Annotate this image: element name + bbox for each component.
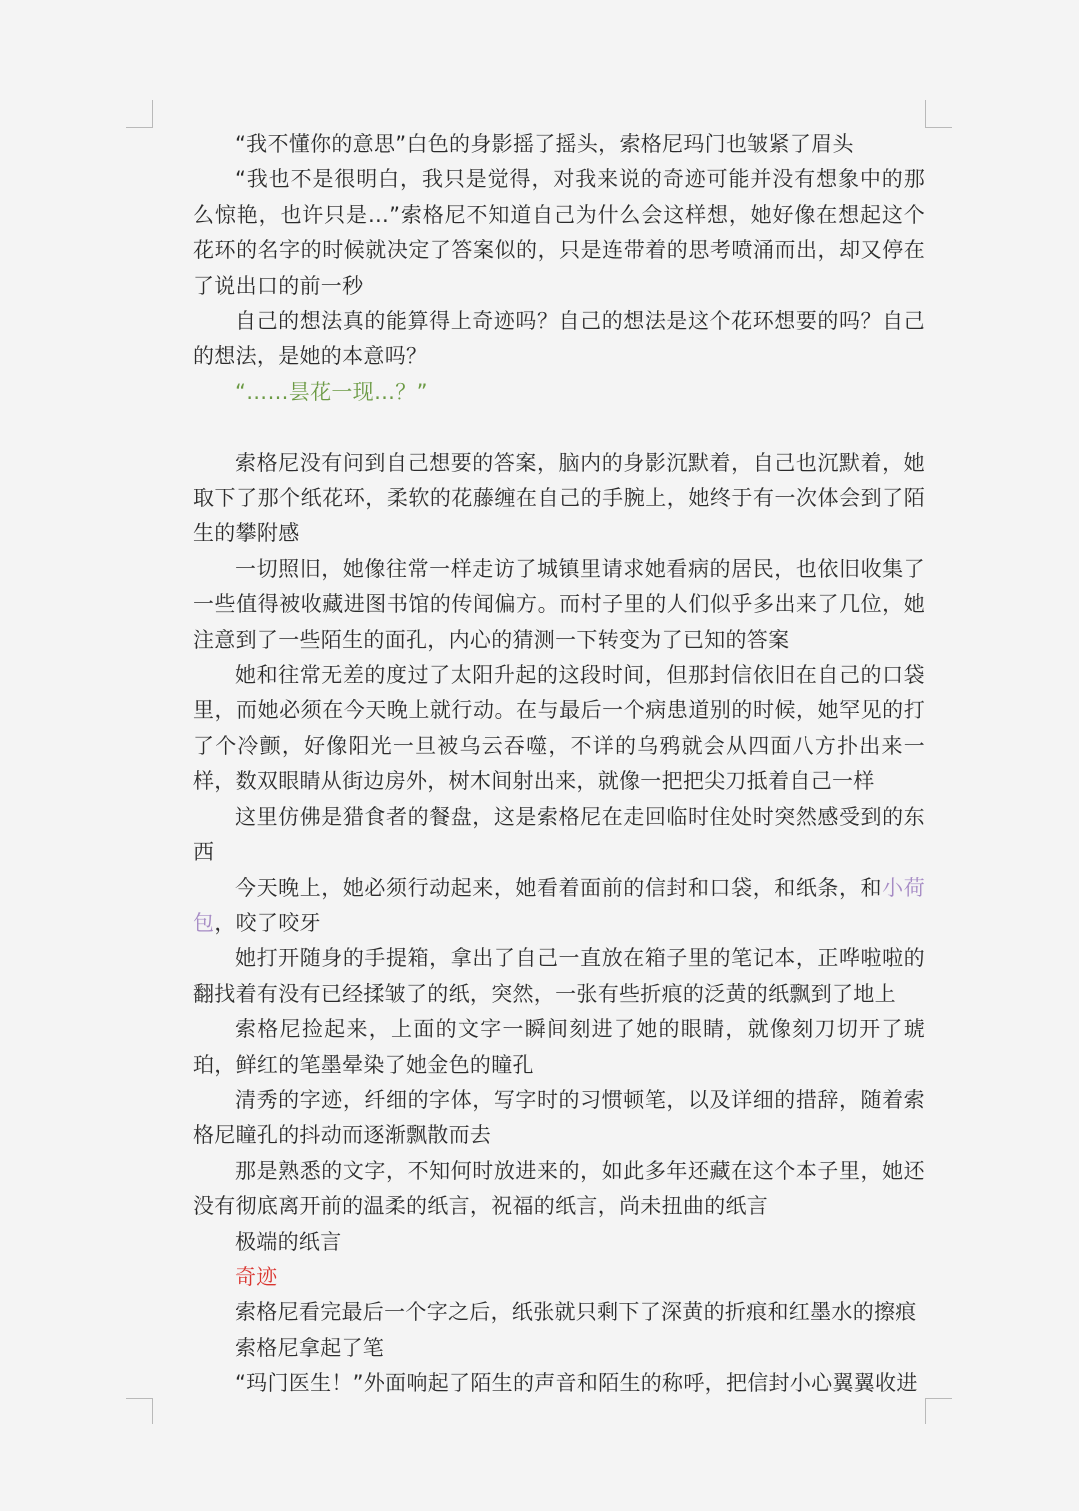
paragraph: 那是熟悉的文字，不知何时放进来的，如此多年还藏在这个本子里，她还没有彻底离开前的温柔的纸言，祝福的纸言，尚未扭曲的纸言 [193, 1158, 925, 1219]
paragraph: 清秀的字迹，纤细的字体，写字时的习惯顿笔，以及详细的措辞，随着索格尼瞳孔的抖动而逐渐飘散而去 [193, 1087, 925, 1148]
paragraph: 索格尼没有问到自己想要的答案，脑内的身影沉默着，自己也沉默着，她取下了那个纸花环，柔软的花藤缠在自己的手腕上，她终于有一次体会到了陌生的攀附感 [193, 450, 925, 546]
highlighted-word: 奇迹 [235, 1264, 278, 1289]
paragraph: 她和往常无差的度过了太阳升起的这段时间，但那封信依旧在自己的口袋里，而她必须在今天晚上就行动。在与最后一个病患道别的时候，她罕见的打了个冷颤，好像阳光一旦被乌云吞噬，不详的乌鸦就会从四面八方扑出来一样，数双眼睛从街边房外，树木间射出来，就像一把把尖刀抵着自己一样 [193, 663, 925, 794]
crop-mark-bottom-left [126, 1398, 153, 1424]
paragraph: 极端的纸言 [235, 1229, 342, 1254]
paragraph: 索格尼看完最后一个字之后，纸张就只剩下了深黄的折痕和红墨水的擦痕 [235, 1300, 917, 1325]
paragraph: 自己的想法真的能算得上奇迹吗？自己的想法是这个花环想要的吗？自己的想法，是她的本意吗？ [193, 309, 925, 369]
highlighted-term: 小荷包 [193, 875, 925, 935]
crop-mark-top-right [925, 100, 952, 128]
paragraph: 她打开随身的手提箱，拿出了自己一直放在箱子里的笔记本，正哗啦啦的翻找着有没有已经揉皱了的纸，突然，一张有些折痕的泛黄的纸飘到了地上 [193, 946, 925, 1006]
paragraph: “玛门医生！”外面响起了陌生的声音和陌生的称呼，把信封小心翼翼收进 [235, 1371, 918, 1396]
paragraph: 一切照旧，她像往常一样走访了城镇里请求她看病的居民，也依旧收集了一些值得被收藏进图书馆的传闻偏方。而村子里的人们似乎多出来了几位，她注意到了一些陌生的面孔，内心的猜测一下转变为了已知的答案 [193, 556, 925, 652]
crop-mark-bottom-right [925, 1398, 952, 1424]
paragraph-text: ，咬了咬牙 [214, 910, 321, 935]
paragraph-text: 今天晚上，她必须行动起来，她看着面前的信封和口袋，和纸条，和 [235, 875, 883, 900]
crop-mark-top-left [126, 100, 153, 128]
document-body [193, 127, 925, 1402]
paragraph [193, 871, 925, 942]
paragraph: 这里仿佛是猎食者的餐盘，这是索格尼在走回临时住处时突然感受到的东西 [193, 804, 925, 865]
paragraph: 索格尼捡起来，上面的文字一瞬间刻进了她的眼睛，就像刻刀切开了琥珀，鲜红的笔墨晕染了她金色的瞳孔 [193, 1017, 925, 1077]
paragraph: “我不懂你的意思”白色的身影摇了摇头，索格尼玛门也皱紧了眉头 [235, 132, 854, 156]
paragraph: “我也不是很明白，我只是觉得，对我来说的奇迹可能并没有想象中的那么惊艳，也许只是…”索格尼不知道自己为什么会这样想，她好像在想起这个花环的名字的时候就决定了答案似的，只是连带着的思考喷涌而出，却又停在了说出口的前一秒 [193, 167, 925, 298]
highlighted-quote: “……昙花一现…？” [235, 379, 428, 404]
blank-line [193, 410, 925, 445]
paragraph: 索格尼拿起了笔 [235, 1335, 385, 1360]
